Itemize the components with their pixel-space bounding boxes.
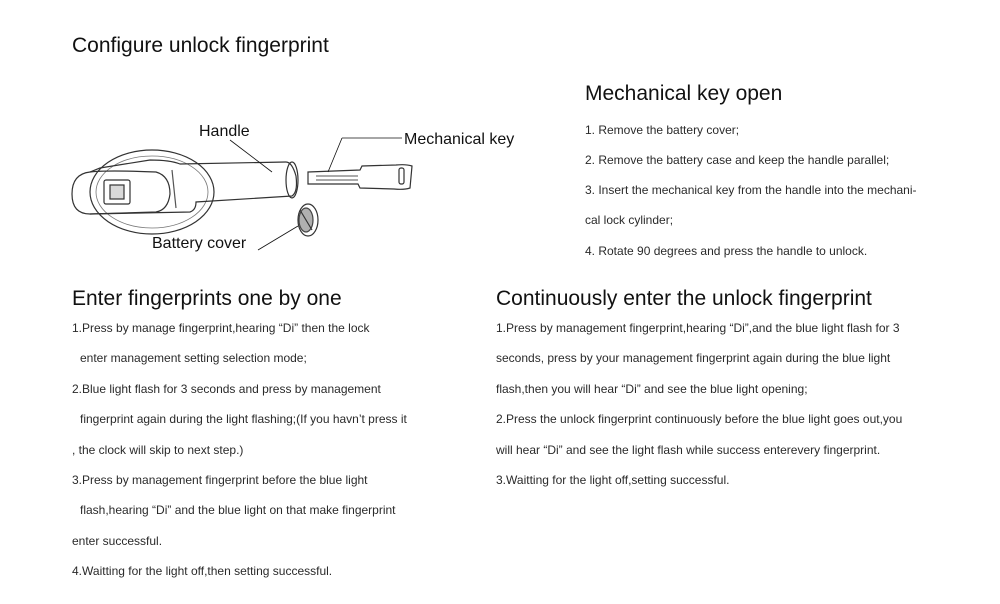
battery-leader-line <box>258 226 298 250</box>
mechanical-key-label: Mechanical key <box>404 131 515 148</box>
continuous-enter-line: 3.Waitting for the light off,setting successful. <box>496 473 730 487</box>
mechanical-key-step: 2. Remove the battery case and keep the handle parallel; <box>585 153 890 167</box>
enter-one-by-one-line: flash,hearing “Di” and the blue light on that make fingerprint <box>80 503 396 517</box>
enter-one-by-one-line: fingerprint again during the light flashing;(If you havn’t press it <box>80 412 407 426</box>
enter-one-by-one-line: 3.Press by management fingerprint before the blue light <box>72 473 368 487</box>
mechanical-key-step: cal lock cylinder; <box>585 213 674 227</box>
enter-one-by-one-line: 2.Blue light flash for 3 seconds and press by management <box>72 382 381 396</box>
mechanical-key-open-title: Mechanical key open <box>585 82 783 105</box>
enter-one-by-one-line: enter management setting selection mode; <box>80 351 307 365</box>
mechanical-key-shape <box>308 165 412 190</box>
enter-one-by-one-line: enter successful. <box>72 534 163 548</box>
handle-label: Handle <box>199 123 250 140</box>
continuous-enter-line: 1.Press by management fingerprint,hearing “Di”,and the blue light flash for 3 <box>496 321 900 335</box>
enter-one-by-one-title: Enter fingerprints one by one <box>72 287 342 310</box>
continuous-enter-line: 2.Press the unlock fingerprint continuously before the blue light goes out,you <box>496 412 903 426</box>
lock-handle-diagram <box>60 110 540 270</box>
handle-shape <box>72 160 297 214</box>
continuous-enter-title: Continuously enter the unlock fingerprint <box>496 287 872 310</box>
page-title: Configure unlock fingerprint <box>72 34 329 57</box>
handle-leader-line <box>230 140 272 172</box>
battery-cover-label: Battery cover <box>152 235 247 252</box>
continuous-enter-line: flash,then you will hear “Di” and see the blue light opening; <box>496 382 808 396</box>
mechanical-key-step: 4. Rotate 90 degrees and press the handle to unlock. <box>585 244 868 258</box>
continuous-enter-line: seconds, press by your management fingerprint again during the blue light <box>496 351 891 365</box>
enter-one-by-one-line: 1.Press by manage fingerprint,hearing “Di” then the lock <box>72 321 370 335</box>
mechanical-key-step: 3. Insert the mechanical key from the handle into the mechani- <box>585 183 917 197</box>
rosette-shape <box>90 150 214 234</box>
enter-one-by-one-line: , the clock will skip to next step.) <box>72 443 244 457</box>
mechanical-key-step: 1. Remove the battery cover; <box>585 123 740 137</box>
enter-one-by-one-line: 4.Waitting for the light off,then setting successful. <box>72 564 333 578</box>
continuous-enter-line: will hear “Di” and see the light flash while success enterevery fingerprint. <box>496 443 881 457</box>
